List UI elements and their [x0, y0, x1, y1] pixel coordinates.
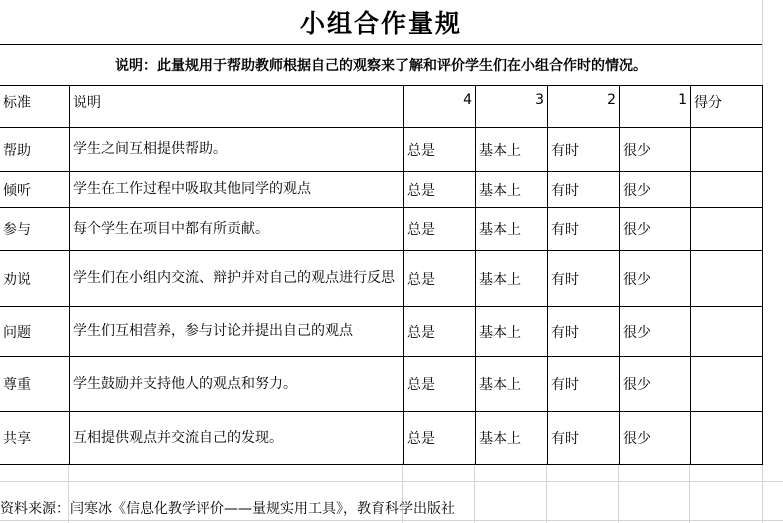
gridline	[689, 463, 690, 523]
gridline	[0, 481, 783, 482]
table-row	[0, 412, 763, 465]
cell-level-4[interactable]: 总是	[404, 208, 476, 251]
cell-level-2[interactable]: 有时	[548, 412, 620, 465]
cell-level-2[interactable]: 有时	[548, 208, 620, 251]
table-row	[0, 172, 763, 208]
cell-level-4[interactable]: 总是	[404, 412, 476, 465]
header-score[interactable]: 得分	[691, 86, 763, 128]
cell-criterion[interactable]: 劝说	[0, 251, 70, 307]
cell-score[interactable]	[691, 412, 763, 465]
header-score-3[interactable]: 3	[476, 86, 548, 128]
rubric-table	[0, 85, 763, 465]
cell-level-2[interactable]: 有时	[548, 172, 620, 208]
cell-criterion[interactable]: 倾听	[0, 172, 70, 208]
table-row	[0, 357, 763, 412]
cell-level-3[interactable]: 基本上	[476, 172, 548, 208]
cell-level-4[interactable]: 总是	[404, 172, 476, 208]
cell-description[interactable]: 每个学生在项目中都有所贡献。	[70, 208, 404, 251]
cell-description[interactable]: 互相提供观点并交流自己的发现。	[70, 412, 404, 465]
cell-criterion[interactable]: 尊重	[0, 357, 70, 412]
cell-score[interactable]	[691, 307, 763, 357]
cell-description[interactable]: 学生在工作过程中吸取其他同学的观点	[70, 172, 404, 208]
cell-level-3[interactable]: 基本上	[476, 251, 548, 307]
cell-criterion[interactable]: 帮助	[0, 128, 70, 172]
source-citation: 资料来源：闫寒冰《信息化教学评价——量规实用工具》，教育科学出版社	[0, 501, 455, 517]
page-title: 小组合作量规	[0, 0, 762, 45]
cell-score[interactable]	[691, 357, 763, 412]
page-subtitle: 说明：此量规用于帮助教师根据自己的观察来了解和评价学生们在小组合作时的情况。	[0, 45, 762, 86]
cell-level-2[interactable]: 有时	[548, 357, 620, 412]
gridline	[474, 463, 475, 523]
gridline	[546, 463, 547, 523]
cell-level-1[interactable]: 很少	[620, 307, 691, 357]
cell-level-3[interactable]: 基本上	[476, 128, 548, 172]
cell-score[interactable]	[691, 208, 763, 251]
cell-level-1[interactable]: 很少	[620, 357, 691, 412]
table-row	[0, 307, 763, 357]
cell-criterion[interactable]: 参与	[0, 208, 70, 251]
cell-criterion[interactable]: 问题	[0, 307, 70, 357]
cell-level-2[interactable]: 有时	[548, 251, 620, 307]
cell-level-4[interactable]: 总是	[404, 128, 476, 172]
cell-level-1[interactable]: 很少	[620, 172, 691, 208]
cell-description[interactable]: 学生之间互相提供帮助。	[70, 128, 404, 172]
cell-score[interactable]	[691, 251, 763, 307]
cell-score[interactable]	[691, 172, 763, 208]
header-criterion[interactable]: 标准	[0, 86, 70, 128]
cell-description[interactable]: 学生们在小组内交流、辩护并对自己的观点进行反思	[70, 251, 404, 307]
cell-level-2[interactable]: 有时	[548, 128, 620, 172]
cell-level-1[interactable]: 很少	[620, 208, 691, 251]
cell-level-1[interactable]: 很少	[620, 128, 691, 172]
cell-level-3[interactable]: 基本上	[476, 208, 548, 251]
cell-level-4[interactable]: 总是	[404, 307, 476, 357]
table-row	[0, 208, 763, 251]
gridline	[0, 520, 783, 521]
cell-level-4[interactable]: 总是	[404, 357, 476, 412]
cell-level-3[interactable]: 基本上	[476, 357, 548, 412]
header-score-1[interactable]: 1	[620, 86, 691, 128]
header-description[interactable]: 说明	[70, 86, 404, 128]
cell-description[interactable]: 学生们互相营养，参与讨论并提出自己的观点	[70, 307, 404, 357]
cell-criterion[interactable]: 共享	[0, 412, 70, 465]
header-score-4[interactable]: 4	[404, 86, 476, 128]
cell-level-2[interactable]: 有时	[548, 307, 620, 357]
cell-level-3[interactable]: 基本上	[476, 307, 548, 357]
cell-level-4[interactable]: 总是	[404, 251, 476, 307]
cell-score[interactable]	[691, 128, 763, 172]
table-header-row	[0, 86, 763, 128]
gridline	[618, 463, 619, 523]
cell-level-3[interactable]: 基本上	[476, 412, 548, 465]
table-row	[0, 251, 763, 307]
cell-level-1[interactable]: 很少	[620, 412, 691, 465]
cell-level-1[interactable]: 很少	[620, 251, 691, 307]
header-score-2[interactable]: 2	[548, 86, 620, 128]
table-row	[0, 128, 763, 172]
cell-description[interactable]: 学生鼓励并支持他人的观点和努力。	[70, 357, 404, 412]
